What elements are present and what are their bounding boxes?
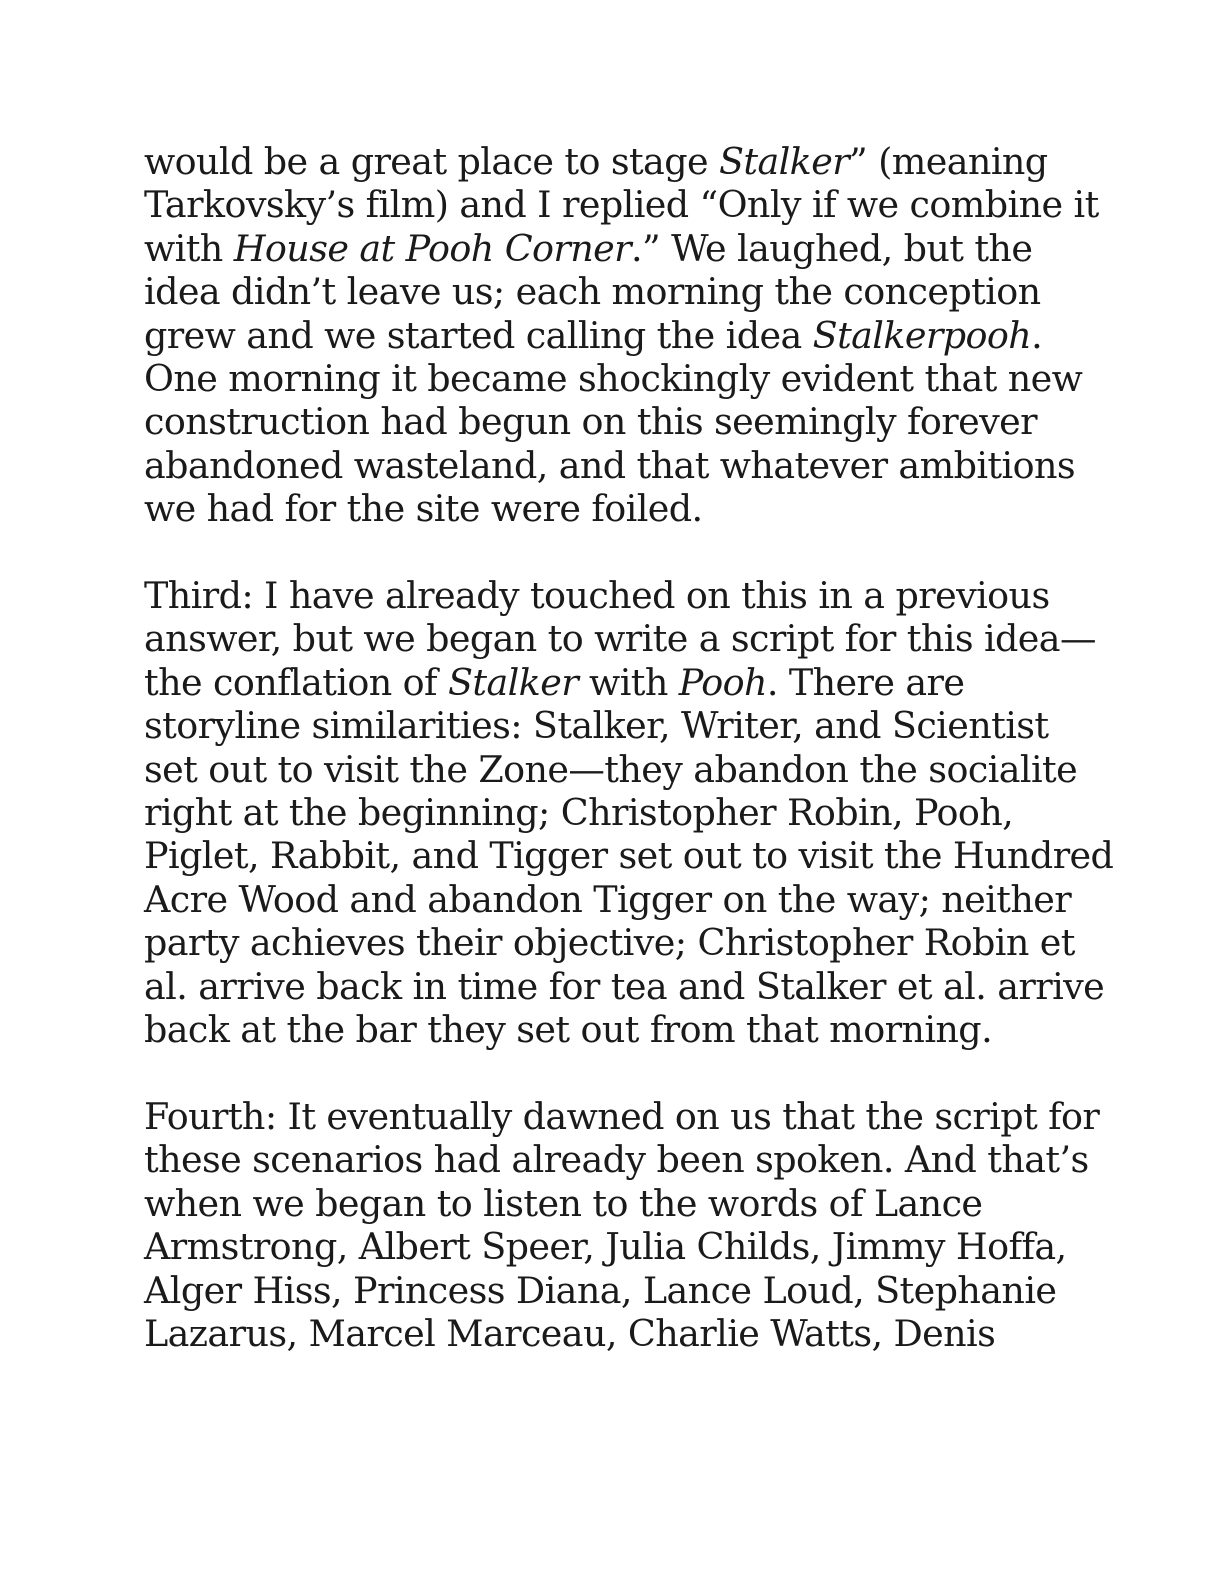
text-line — [144, 487, 1084, 530]
text-line — [144, 140, 1084, 183]
text-line — [144, 878, 1084, 921]
italic-title: Stalkerpooh — [812, 313, 1032, 357]
text-run: construction had begun on this seemingly forever — [144, 400, 1037, 444]
text-line — [144, 1008, 1084, 1051]
text-run: answer, but we began to write a script for this idea— — [144, 617, 1096, 661]
text-run: storyline similarities: Stalker, Writer, and Scientist — [144, 704, 1049, 748]
text-run: Fourth: It eventually dawned on us that the script for — [144, 1094, 1100, 1138]
text-run: with — [144, 226, 234, 270]
text-line — [144, 1312, 1084, 1355]
text-run: set out to visit the Zone—they abandon the socialite — [144, 747, 1078, 791]
text-line — [144, 1225, 1084, 1268]
italic-title: House at Pooh Corner — [233, 226, 632, 270]
text-run: party achieves their objective; Christopher Robin et — [144, 921, 1075, 965]
text-line — [144, 661, 1084, 704]
text-run: back at the bar they set out from that morning. — [144, 1008, 993, 1052]
text-line — [144, 748, 1084, 791]
text-run: .” We laughed, but the — [631, 226, 1033, 270]
text-line — [144, 617, 1096, 661]
text-line — [144, 444, 1084, 487]
text-run: al. arrive back in time for tea and Stalker et al. arrive — [144, 964, 1105, 1008]
italic-title: Stalker — [447, 660, 579, 704]
text-run: the conflation of — [144, 660, 448, 704]
text-run: Alger Hiss, Princess Diana, Lance Loud, Stephanie — [144, 1268, 1057, 1312]
text-line — [144, 921, 1084, 964]
text-line — [144, 791, 1084, 834]
text-line — [144, 1094, 1100, 1138]
text-line — [144, 704, 1084, 747]
text-run: Lazarus, Marcel Marceau, Charlie Watts, Denis — [144, 1311, 996, 1355]
text-run: Acre Wood and abandon Tigger on the way; neither — [144, 877, 1072, 921]
text-run: with — [578, 660, 679, 704]
body-text — [144, 140, 1114, 1355]
text-run: Tarkovsky’s film) and I replied “Only if we combine it — [144, 183, 1099, 227]
text-run: these scenarios had already been spoken. And that’s — [144, 1138, 1089, 1182]
text-line — [144, 183, 1099, 227]
text-line — [144, 227, 1084, 270]
paragraph — [144, 574, 1114, 1052]
text-line — [144, 314, 1084, 357]
text-line — [144, 357, 1084, 400]
italic-title: Stalker — [718, 140, 850, 183]
text-run: right at the beginning; Christopher Robin, Pooh, — [144, 791, 1014, 835]
text-line — [144, 574, 1084, 617]
text-run: grew and we started calling the idea — [144, 313, 813, 357]
text-run: . — [1031, 313, 1043, 357]
text-line — [144, 270, 1084, 313]
text-line — [144, 1138, 1089, 1182]
text-run: One morning it became shockingly evident that new — [144, 357, 1083, 401]
text-run: . There are — [766, 660, 965, 704]
text-run: ” (meaning — [849, 140, 1048, 183]
text-run: Third: I have already touched on this in a previous — [144, 574, 1050, 618]
text-line — [144, 400, 1084, 443]
text-run: would be a great place to stage — [144, 140, 719, 183]
italic-title: Pooh — [678, 660, 767, 704]
text-run: abandoned wasteland, and that whatever ambitions — [144, 443, 1075, 487]
paragraph — [144, 140, 1099, 531]
paragraph — [144, 1094, 1100, 1355]
text-line — [144, 834, 1114, 878]
text-run: idea didn’t leave us; each morning the conception — [144, 270, 1041, 314]
text-run: when we began to listen to the words of Lance — [144, 1181, 983, 1225]
text-line — [144, 1182, 1084, 1225]
text-run: Armstrong, Albert Speer, Julia Childs, Jimmy Hoffa, — [144, 1225, 1067, 1269]
text-line — [144, 964, 1105, 1008]
text-line — [144, 1269, 1084, 1312]
text-run: Piglet, Rabbit, and Tigger set out to visit the Hundred — [144, 834, 1114, 878]
text-run: we had for the site were foiled. — [144, 487, 703, 531]
